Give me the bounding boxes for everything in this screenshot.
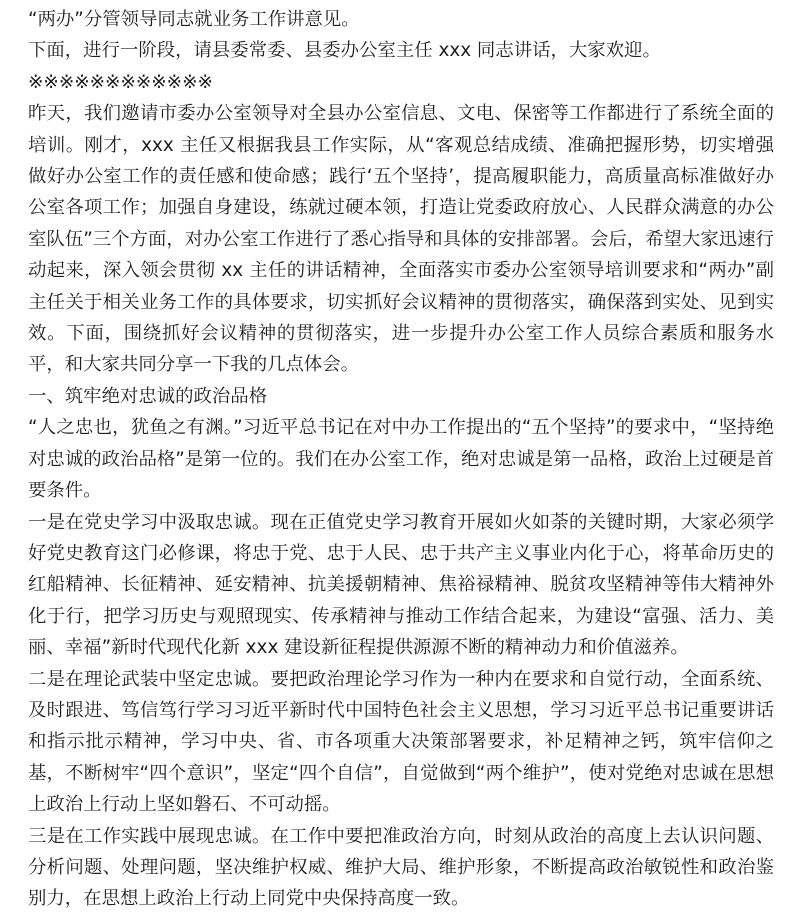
point-3-paragraph: 三是在工作实践中展现忠诚。在工作中要把准政治方向，时刻从政治的高度上去认识问题、分析问题、处理问题，坚决维护权威、维护大局、维护形象，不断提高政治敏锐性和政治鉴别力，在思想上政治上行动上同党中央保持高度一致。 [28, 825, 774, 910]
point-1-paragraph: 一是在党史学习中汲取忠诚。现在正值党史学习教育开展如火如荼的关键时期，大家必须学好党史教育这门必修课，将忠于党、忠于人民、忠于共产主义事业内化于心，将革命历史的红船精神、长征精神、延安精神、抗美援朝精神、焦裕禄精神、脱贫攻坚精神等伟大精神外化于行，把学习历史与观照现实、传承精神与推动工作结合起来，为建设“富强、活力、美丽、幸福”新时代现代化新 xxx 建设新征程提供源源不断的精神动力和价值滋养。 [28, 511, 774, 659]
opening-line-1: “两办”分管领导同志就业务工作讲意见。 [28, 9, 360, 30]
intro-paragraph: 昨天，我们邀请市委办公室领导对全县办公室信息、文电、保密等工作都进行了系统全面的培训。刚才，xxx 主任又根据我县工作实际，从“客观总结成绩、准确把握形势，切实增强做好办公室工作的责任感和使命感；践行‘五个坚持’，提高履职能力，高质量高标准做好办公室各项工作；加强自身建设，练就过硬本领，打造让党委政府放心、人民群众满意的办公室队伍”三个方面，对办公室工作进行了悉心指导和具体的安排部署。会后，希望大家迅速行动起来，深入领会贯彻 xx 主任的讲话精神，全面落实市委办公室领导培训要求和“两办”副主任关于相关业务工作的具体要求，切实抓好会议精神的贯彻落实，确保落到实处、见到实效。下面，围绕抓好会议精神的贯彻落实，进一步提升办公室工作人员综合素质和服务水平，和大家共同分享一下我的几点体会。 [28, 103, 774, 376]
point-2-paragraph: 二是在理论武装中坚定忠诚。要把政治理论学习作为一种内在要求和自觉行动，全面系统、及时跟进、笃信笃行学习习近平新时代中国特色社会主义思想，学习习近平总书记重要讲话和指示批示精神，学习中央、省、市各项重大决策部署要求，补足精神之钙，筑牢信仰之基，不断树牢“四个意识”，坚定“四个自信”，自觉做到“两个维护”，使对党绝对忠诚在思想上政治上行动上坚如磐石、不可动摇。 [28, 668, 774, 816]
quote-paragraph: “人之忠也，犹鱼之有渊。”习近平总书记在对中办工作提出的“五个坚持”的要求中，“坚持绝对忠诚的政治品格”是第一位的。我们在办公室工作，绝对忠诚是第一品格，政治上过硬是首要条件。 [28, 417, 774, 502]
section-separator: ※※※※※※※※※※※※ [28, 71, 213, 93]
opening-line-2: 下面，进行一阶段，请县委常委、县委办公室主任 xxx 同志讲话，大家欢迎。 [28, 40, 661, 62]
section-heading-1: 一、筑牢绝对忠诚的政治品格 [28, 385, 268, 407]
